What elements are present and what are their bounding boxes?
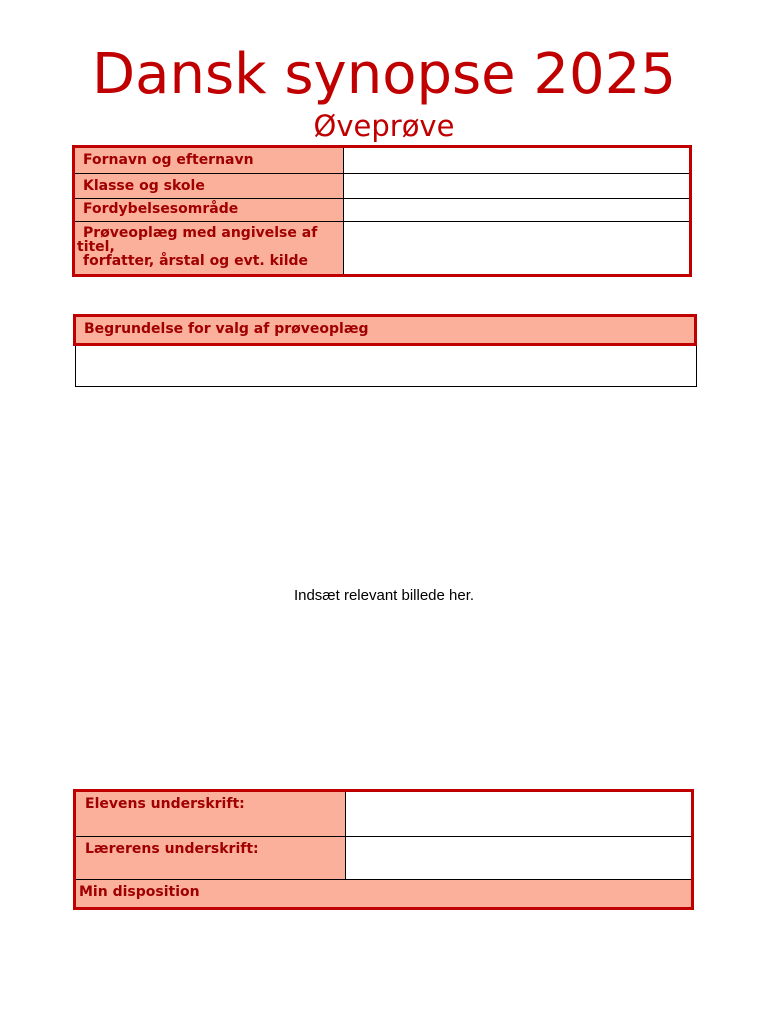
document-title: Dansk synopse 2025 [92, 42, 676, 107]
reason-field[interactable] [75, 346, 697, 387]
student-info-table [72, 145, 692, 277]
table-row [74, 174, 691, 199]
document-subtitle: Øveprøve [313, 109, 455, 143]
table-row [75, 791, 693, 837]
teacher-signature-label: Lærerens underskrift: [75, 837, 346, 880]
exam-prompt-label [74, 222, 344, 276]
reason-label: Begrundelse for valg af prøveoplæg [73, 314, 697, 346]
student-signature-label: Elevens underskrift: [75, 791, 346, 837]
class-school-label: Klasse og skole [74, 174, 344, 199]
student-signature-field[interactable] [346, 791, 693, 837]
class-school-field[interactable] [344, 174, 691, 199]
image-placeholder-text: Indsæt relevant billede her. [293, 587, 475, 604]
exam-prompt-label-line1: Prøveoplæg med angivelse af [83, 225, 318, 241]
teacher-signature-field[interactable] [346, 837, 693, 880]
name-label: Fornavn og efternavn [74, 147, 344, 174]
name-field[interactable] [344, 147, 691, 174]
signature-table [73, 789, 694, 910]
focus-area-field[interactable] [344, 199, 691, 222]
exam-prompt-field[interactable] [344, 222, 691, 276]
exam-prompt-label-line3: forfatter, årstal og evt. kilde [83, 253, 309, 269]
table-row [74, 147, 691, 174]
exam-prompt-label-line2: titel, [77, 239, 115, 255]
table-row [74, 222, 691, 276]
table-row [75, 880, 693, 909]
table-row [74, 199, 691, 222]
table-row [75, 837, 693, 880]
focus-area-label: Fordybelsesområde [74, 199, 344, 222]
disposition-label: Min disposition [75, 880, 693, 909]
